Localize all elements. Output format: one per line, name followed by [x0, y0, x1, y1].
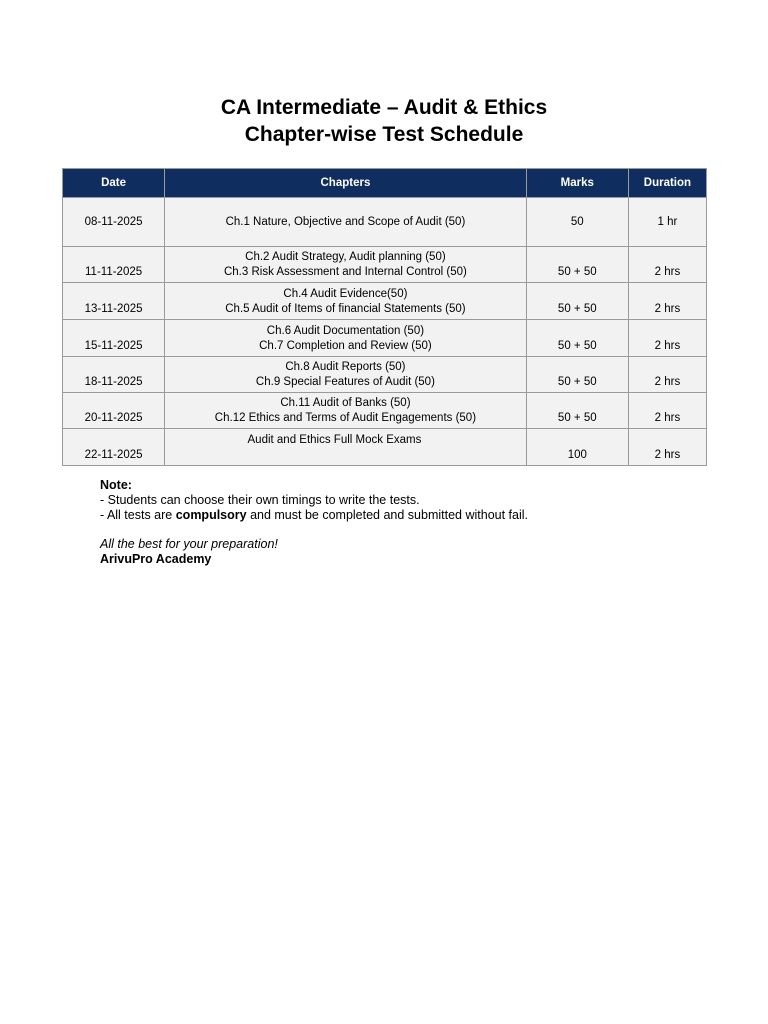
chapter-line: [165, 448, 526, 463]
cell-chapters: [165, 393, 527, 429]
cell-chapters: [165, 198, 527, 247]
column-header-duration: Duration: [628, 169, 706, 198]
cell-duration: 2 hrs: [628, 393, 706, 429]
table-row: [63, 393, 707, 429]
cell-date: 15-11-2025: [63, 320, 165, 357]
column-header-chapters: Chapters: [165, 169, 527, 198]
chapter-line: Ch.11 Audit of Banks (50): [280, 397, 411, 409]
document-title: CA Intermediate – Audit & Ethics: [220, 96, 548, 119]
cell-marks: 50 + 50: [526, 393, 628, 429]
cell-date: 20-11-2025: [63, 393, 165, 429]
cell-marks: 50 + 50: [526, 357, 628, 393]
cell-chapters: [165, 283, 527, 320]
chapter-line: Audit and Ethics Full Mock Exams: [247, 434, 422, 446]
cell-marks: 50 + 50: [526, 320, 628, 357]
table-row: [63, 198, 707, 247]
note-line: [100, 508, 700, 523]
table-row: [63, 283, 707, 320]
chapter-line: Ch.4 Audit Evidence(50): [283, 288, 408, 300]
column-header-date: Date: [63, 169, 165, 198]
cell-marks: 100: [526, 429, 628, 466]
cell-chapters: [165, 429, 527, 466]
chapter-line: Ch.12 Ethics and Terms of Audit Engagements (50): [214, 411, 477, 424]
cell-date: 08-11-2025: [63, 198, 165, 247]
note-text: and must be completed and submitted without fail.: [246, 508, 529, 522]
note-text: - All tests are: [100, 508, 176, 522]
cell-chapters: [165, 247, 527, 283]
cell-marks: 50 + 50: [526, 283, 628, 320]
spacer: [100, 523, 700, 537]
table-row: [63, 429, 707, 466]
cell-date: 13-11-2025: [63, 283, 165, 320]
cell-marks: 50: [526, 198, 628, 247]
table-row: [63, 247, 707, 283]
cell-chapters: [165, 320, 527, 357]
document-subtitle: Chapter-wise Test Schedule: [244, 123, 524, 146]
cell-duration: 2 hrs: [628, 283, 706, 320]
table-row: [63, 357, 707, 393]
cell-date: 11-11-2025: [63, 247, 165, 283]
closing-wish: All the best for your preparation!: [100, 537, 278, 551]
note-line: - Students can choose their own timings to write the tests.: [100, 493, 420, 507]
column-header-marks: Marks: [526, 169, 628, 198]
cell-duration: 2 hrs: [628, 429, 706, 466]
chapter-line: Ch.1 Nature, Objective and Scope of Audit (50): [225, 215, 466, 228]
cell-date: 22-11-2025: [63, 429, 165, 466]
cell-duration: 2 hrs: [628, 357, 706, 393]
cell-date: 18-11-2025: [63, 357, 165, 393]
chapter-line: Ch.3 Risk Assessment and Internal Control (50): [223, 265, 467, 278]
table-header: [63, 169, 707, 198]
cell-marks: 50 + 50: [526, 247, 628, 283]
cell-duration: 1 hr: [628, 198, 706, 247]
note-heading: Note:: [100, 478, 132, 492]
cell-duration: 2 hrs: [628, 247, 706, 283]
cell-chapters: [165, 357, 527, 393]
chapter-line: Ch.7 Completion and Review (50): [259, 339, 432, 352]
chapter-line: Ch.8 Audit Reports (50): [285, 361, 406, 373]
chapter-line: Ch.6 Audit Documentation (50): [266, 325, 425, 337]
cell-duration: 2 hrs: [628, 320, 706, 357]
note-emphasis: compulsory: [175, 508, 247, 522]
chapter-line: Ch.5 Audit of Items of financial Statements (50): [225, 302, 466, 315]
chapter-line: Ch.9 Special Features of Audit (50): [255, 375, 435, 388]
table-row: [63, 320, 707, 357]
notes-section: [100, 478, 700, 567]
chapter-line: Ch.2 Audit Strategy, Audit planning (50): [245, 251, 446, 263]
test-schedule-table: [62, 168, 707, 466]
organization-name: ArivuPro Academy: [100, 552, 212, 566]
